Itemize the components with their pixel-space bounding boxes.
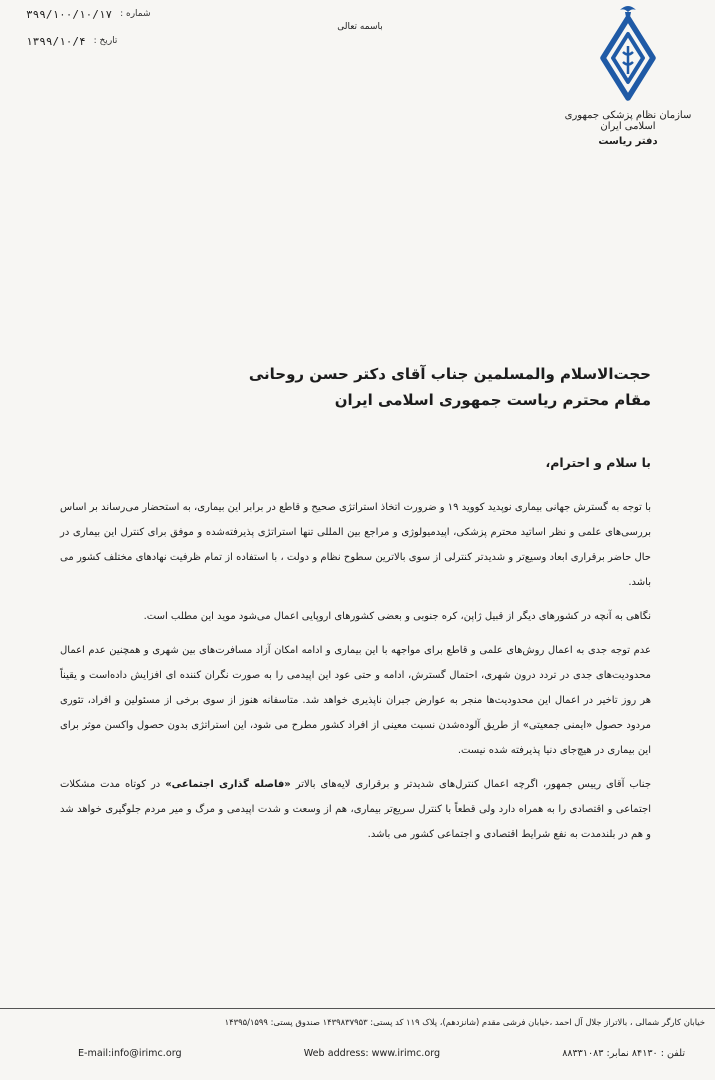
org-logo-block xyxy=(563,0,693,147)
letter-meta xyxy=(26,8,151,62)
addressee-name: حجت‌الاسلام والمسلمین جناب آقای دکتر حسن روحانی xyxy=(248,365,651,383)
letter-number-row xyxy=(26,8,151,21)
office-name: دفتر ریاست xyxy=(598,136,658,147)
org-name: سازمان نظام پزشکی جمهوری اسلامی ایران xyxy=(564,110,692,132)
letter-number: ۳۹۹/۱۰۰/۱۰/۱۷ xyxy=(26,8,113,21)
paragraph-2: نگاهی به آنچه در کشورهای دیگر از قبیل ژاپن، کره جنوبی و بعضی کشورهای اروپایی اعمال می‌شود موید این مطلب است. xyxy=(143,611,651,622)
letter-number-label: شماره : xyxy=(120,9,151,20)
paragraph-3: عدم توجه جدی به اعمال روش‌های علمی و قاطع برای مواجهه با این بیماری و ادامه امکان آزاد مسافرت‌های بین شهری و همچنین عدم اعمال محدودیت‌های جدی در تردد درون شهری، احتمال گسترش، ادامه و حتی عود این اپیدمی را به صورت نگران کننده ای افزایش داده‌است و یقیناً هر روز تاخیر در اعمال این محدودیت‌ها منجر به عوارض جبران ناپذیری خواهد شد. متاسفانه هنوز از سوی برخی از مسئولین و افراد، تئوری مردود حصول «ایمنی جمعیتی» از طریق آلوده‌شدن نسبت معینی از افراد کشور مطرح می شود، این استراتژی بدون حصول واکسن موثر برای این بیماری در هیچ‌جای دنیا پذیرفته شده نیست. xyxy=(60,645,651,756)
letter-date-row xyxy=(26,35,151,48)
greeting: با سلام و احترام، xyxy=(545,455,651,470)
paragraph-4 xyxy=(60,772,651,847)
footer-phone: تلفن : ۸۴۱۳۰ نمابر: ۸۸۳۳۱۰۸۳ xyxy=(562,1048,685,1059)
addressee-title: مقام محترم ریاست جمهوری اسلامی ایران xyxy=(334,390,651,409)
letter-body xyxy=(60,495,651,856)
basmala: باسمه تعالی xyxy=(337,22,383,32)
addressee-block xyxy=(91,362,651,413)
paragraph-4-start: جناب آقای رییس جمهور، اگرچه اعمال کنترل‌های شدیدتر و برقراری لایه‌های بالاتر xyxy=(290,779,651,790)
social-distancing-highlight: «فاصله گذاری اجتماعی» xyxy=(165,779,291,790)
footer-divider xyxy=(0,1008,715,1009)
medical-council-logo-icon xyxy=(589,0,667,110)
letter-date: ۱۳۹۹/۱۰/۴ xyxy=(26,35,86,49)
footer-email: E-mail:info@irimc.org xyxy=(78,1048,182,1059)
footer-website: Web address: www.irimc.org xyxy=(303,1048,441,1059)
paragraph-4-end: در کوتاه مدت مشکلات اجتماعی و اقتصادی را به همراه دارد ولی قطعاً با کنترل سریع‌تر بیماری، هم از وسعت و شدت اپیدمی و مرگ و میر مردم جلوگیری خواهد شد و هم در بلندمدت به نفع شرایط اقتصادی و اجتماعی کشور می باشد. xyxy=(60,779,651,840)
footer-address: خیابان کارگر شمالی ، بالاتراز جلال آل احمد ،خیابان فرشی مقدم (شانزدهم)، پلاک ۱۱۹ کد پستی: ۱۴۳۹۸۳۷۹۵۳ صندوق پستی: ۱۴۳۹۵/۱۵۹۹ xyxy=(224,1017,705,1027)
letter-date-label: تاریخ : xyxy=(93,36,118,47)
footer-contact xyxy=(78,1048,685,1059)
paragraph-1: با توجه به گسترش جهانی بیماری نوپدید کووید ۱۹ و ضرورت اتخاذ استراتژی صحیح و قاطع در برابر این بیماری، به استحضار می‌رساند بر اساس بررسی‌های علمی و نظر اساتید محترم پزشکی، اپیدمیولوژی و مراجع بین المللی تنها استراتژی پذیرفته‌شده و موفق برای کنترل این بیماری در حال حاضر برقراری ابعاد وسیع‌تر و شدیدتر کنترلی از سوی بالاترین سطوح نظام و دولت ، با استفاده از تمام ظرفیت نهادهای مختلف کشور می باشد. xyxy=(60,502,651,588)
